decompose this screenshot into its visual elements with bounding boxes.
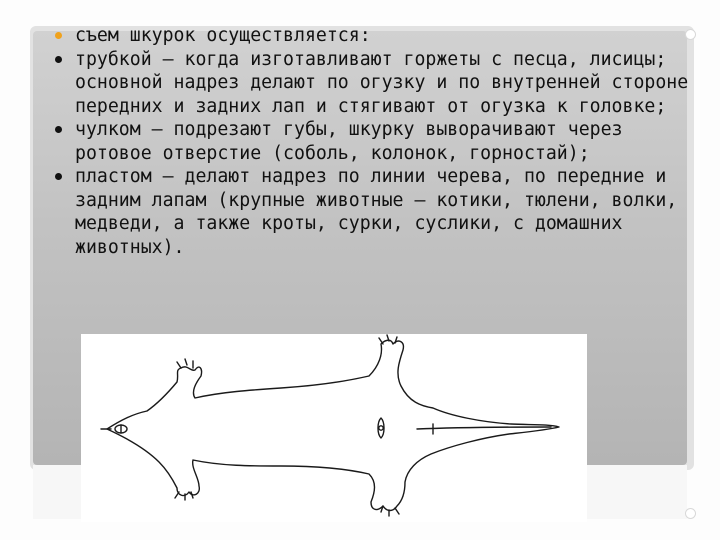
pelt-drawing xyxy=(81,334,587,522)
bullet-text: съем шкурок осуществляется: xyxy=(75,25,371,46)
belly-cut-line xyxy=(417,427,551,429)
bullet-item xyxy=(50,24,690,48)
bullet-dot-icon xyxy=(55,173,62,180)
bullet-text: чулком — подрезают губы, шкурку выворачивают через ротовое отверстие (соболь, колонок, горностай); xyxy=(75,119,623,164)
bullet-item xyxy=(50,48,690,119)
bullet-text: трубкой — когда изготавливают горжеты с песца, лисицы; основной надрез делают по огузку и по внутренней стороне передних и задних лап и стягивают от огузка к головке; xyxy=(75,48,689,117)
corner-dot xyxy=(685,508,696,519)
bullet-dot-icon xyxy=(55,56,62,63)
bullet-item xyxy=(50,118,690,165)
belly-dot xyxy=(379,426,383,430)
bullet-dot-icon xyxy=(55,32,62,39)
bullet-list xyxy=(50,24,690,259)
pelt-illustration xyxy=(81,334,587,522)
bullet-text: пластом — делают надрез по линии черева, по передние и задним лапам (крупные животные — котики, тюлени, волки, медведи, а также кроты, сурки, суслики, с домашних животных). xyxy=(75,166,678,258)
bullet-item xyxy=(50,165,690,259)
bullet-dot-icon xyxy=(55,126,62,133)
pelt-outline xyxy=(107,340,559,510)
